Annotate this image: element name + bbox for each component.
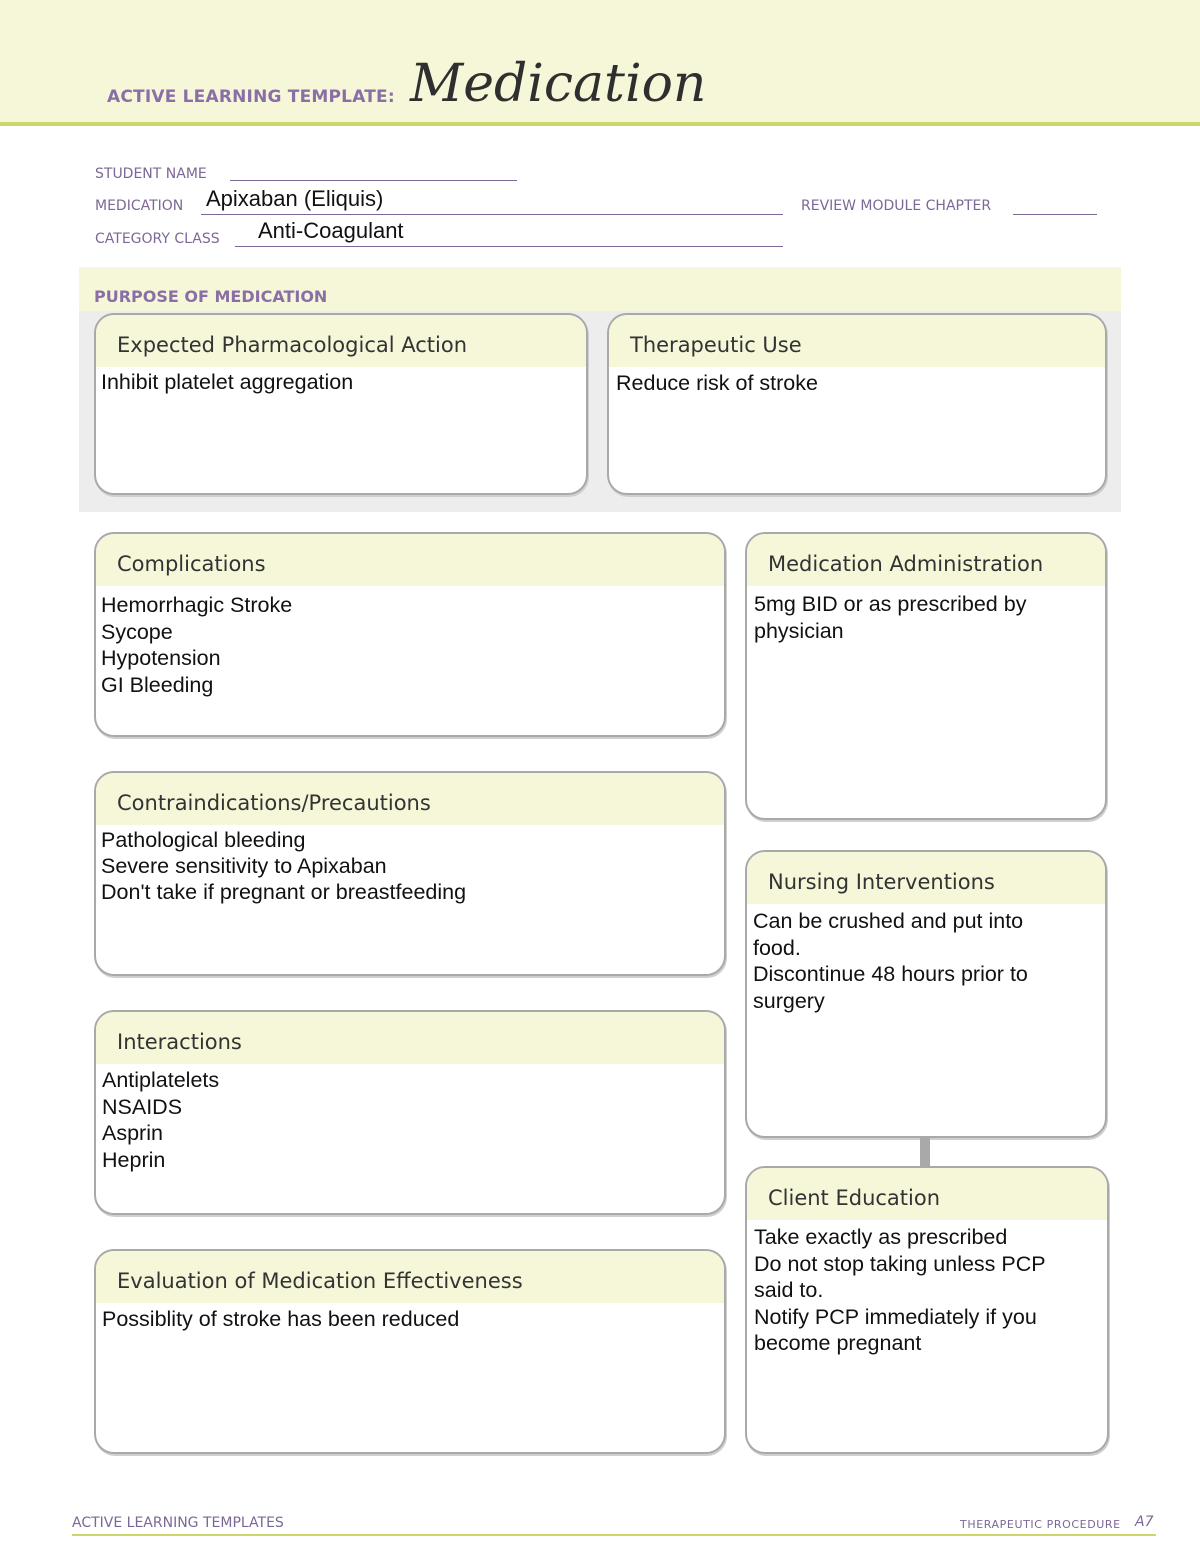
contraindications-line: Severe sensitivity to Apixaban bbox=[101, 854, 387, 878]
contraindications-title: Contraindications/Precautions bbox=[96, 773, 724, 825]
contraindications-box[interactable] bbox=[94, 771, 726, 976]
review-module-label: REVIEW MODULE CHAPTER bbox=[801, 198, 992, 214]
client-education-box[interactable] bbox=[745, 1166, 1109, 1454]
complications-title: Complications bbox=[96, 534, 724, 586]
client-education-content bbox=[747, 1220, 1107, 1357]
expected-action-line: Inhibit platelet aggregation bbox=[101, 370, 354, 394]
administration-title: Medication Administration bbox=[747, 534, 1105, 586]
footer-right-text: THERAPEUTIC PROCEDURE bbox=[960, 1518, 1121, 1531]
expected-action-title: Expected Pharmacological Action bbox=[96, 315, 586, 367]
nursing-interventions-line: Can be crushed and put into bbox=[753, 909, 1024, 933]
administration-line: 5mg BID or as prescribed by bbox=[754, 592, 1027, 616]
client-education-line: Take exactly as prescribed bbox=[754, 1225, 1008, 1249]
template-label: ACTIVE LEARNING TEMPLATE: bbox=[107, 87, 395, 107]
contraindications-line: Don't take if pregnant or breastfeeding bbox=[101, 880, 467, 904]
complications-content bbox=[96, 586, 724, 698]
contraindications-content bbox=[96, 825, 724, 905]
client-education-line: Notify PCP immediately if you bbox=[754, 1304, 1037, 1329]
administration-content bbox=[747, 586, 1105, 644]
interactions-content bbox=[96, 1064, 724, 1173]
review-module-line bbox=[1013, 214, 1097, 215]
administration-box[interactable] bbox=[745, 532, 1107, 820]
client-education-line: Do not stop taking unless PCP bbox=[754, 1251, 1046, 1276]
box-connector bbox=[920, 1136, 930, 1166]
header-rule bbox=[0, 122, 1200, 126]
nursing-interventions-line: Discontinue 48 hours prior to bbox=[753, 962, 1028, 986]
interactions-title: Interactions bbox=[96, 1012, 724, 1064]
therapeutic-use-line: Reduce risk of stroke bbox=[616, 371, 818, 395]
medication-line bbox=[201, 214, 783, 215]
contraindications-line: Pathological bleeding bbox=[101, 828, 306, 852]
purpose-title: PURPOSE OF MEDICATION bbox=[94, 287, 328, 306]
interactions-box[interactable] bbox=[94, 1010, 726, 1215]
page-title: Medication bbox=[410, 54, 707, 114]
nursing-interventions-content bbox=[747, 904, 1105, 1014]
student-name-line bbox=[230, 180, 517, 181]
nursing-interventions-box[interactable] bbox=[745, 850, 1107, 1138]
evaluation-title: Evaluation of Medication Effectiveness bbox=[96, 1251, 724, 1303]
category-class-field[interactable]: Anti-Coagulant bbox=[258, 218, 404, 243]
medication-label: MEDICATION bbox=[95, 198, 184, 214]
complications-line: GI Bleeding bbox=[101, 672, 214, 697]
nursing-interventions-line: surgery bbox=[753, 988, 825, 1013]
interactions-line: Heprin bbox=[102, 1147, 166, 1172]
evaluation-box[interactable] bbox=[94, 1249, 726, 1454]
interactions-line: Asprin bbox=[102, 1121, 163, 1145]
medication-field[interactable]: Apixaban (Eliquis) bbox=[206, 186, 384, 211]
complications-line: Hemorrhagic Stroke bbox=[101, 593, 293, 617]
client-education-line: said to. bbox=[754, 1278, 824, 1302]
expected-action-box[interactable] bbox=[94, 313, 588, 495]
nursing-interventions-line: food. bbox=[753, 935, 801, 960]
footer-left-text: ACTIVE LEARNING TEMPLATES bbox=[72, 1515, 284, 1531]
student-name-label: STUDENT NAME bbox=[95, 166, 207, 182]
evaluation-content bbox=[96, 1303, 724, 1333]
interactions-line: NSAIDS bbox=[102, 1094, 183, 1119]
evaluation-line: Possiblity of stroke has been reduced bbox=[102, 1307, 460, 1331]
interactions-line: Antiplatelets bbox=[102, 1068, 220, 1092]
expected-action-content bbox=[96, 367, 586, 396]
therapeutic-use-title: Therapeutic Use bbox=[609, 315, 1105, 367]
category-class-line bbox=[235, 246, 783, 247]
complications-line: Sycope bbox=[101, 619, 173, 644]
client-education-line: become pregnant bbox=[754, 1331, 922, 1355]
administration-line: physician bbox=[754, 618, 844, 643]
footer-rule bbox=[72, 1534, 1156, 1536]
therapeutic-use-content bbox=[609, 367, 1105, 397]
page-number: A7 bbox=[1135, 1514, 1154, 1530]
category-class-label: CATEGORY CLASS bbox=[95, 231, 220, 247]
client-education-title: Client Education bbox=[747, 1168, 1107, 1220]
therapeutic-use-box[interactable] bbox=[607, 313, 1107, 495]
complications-box[interactable] bbox=[94, 532, 726, 737]
nursing-interventions-title: Nursing Interventions bbox=[747, 852, 1105, 904]
complications-line: Hypotension bbox=[101, 646, 221, 670]
